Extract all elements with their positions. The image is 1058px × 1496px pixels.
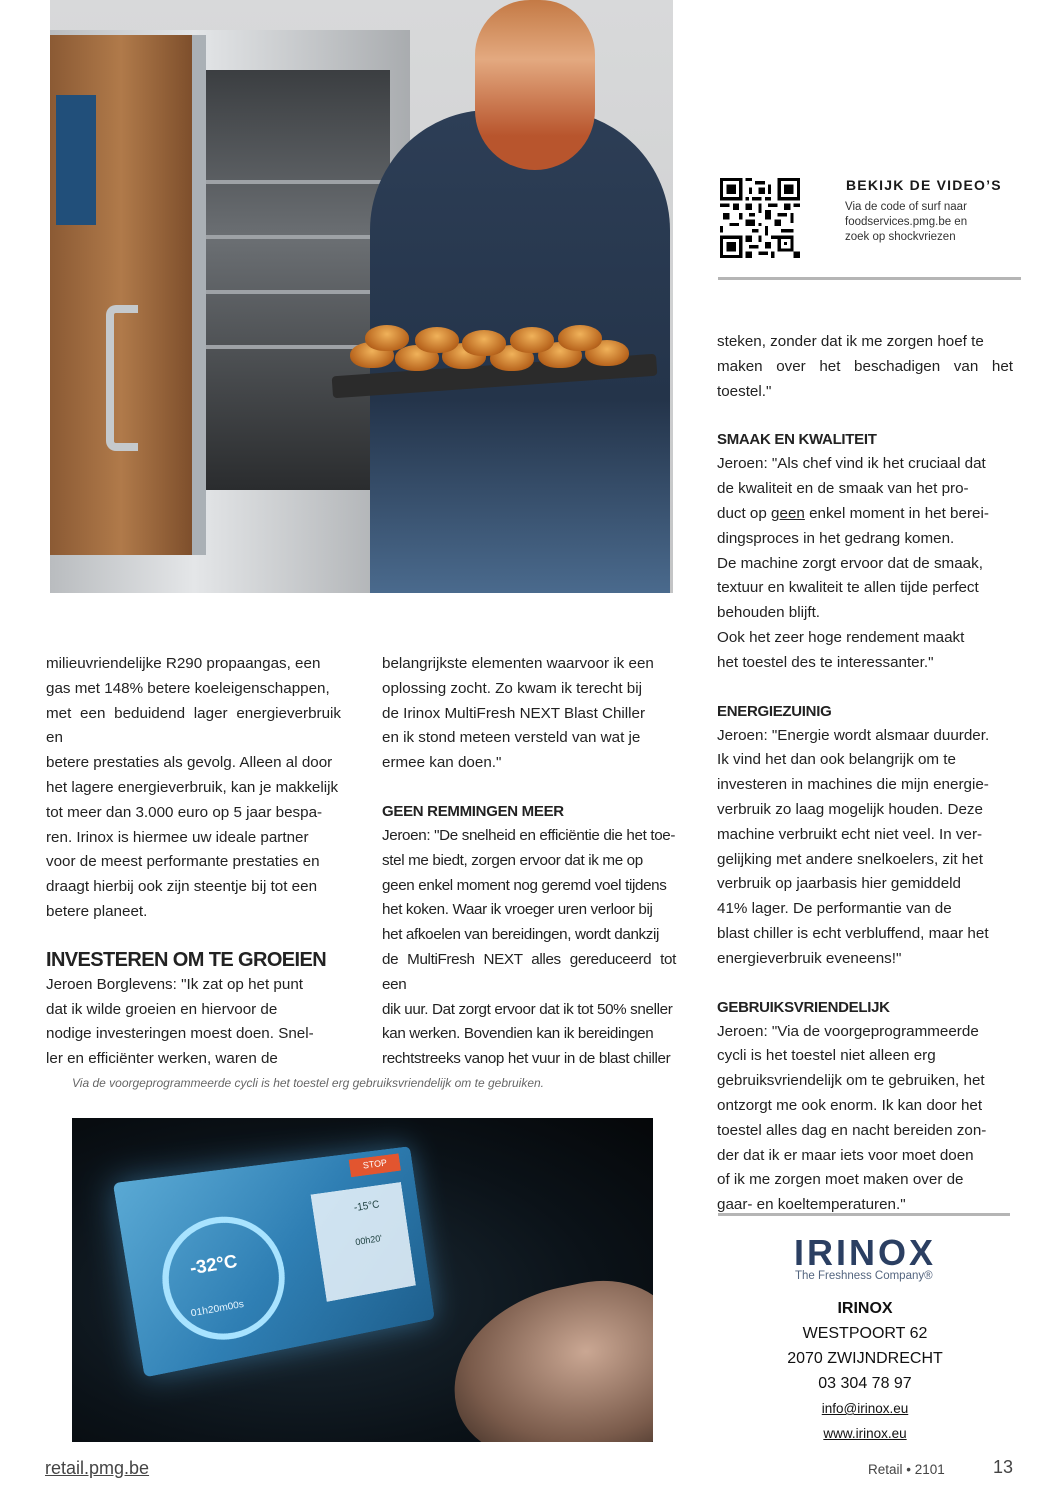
text-line: blast chiller is echt verbluffend, maar het	[717, 924, 989, 942]
oven-rack	[200, 235, 390, 239]
text-line: de MultiFresh NEXT alles gereduceerd tot een	[382, 950, 676, 993]
croissant	[510, 327, 554, 353]
text-line: kan werken. Bovendien kan ik bereidingen	[382, 1025, 654, 1043]
logo-tagline: The Freshness Company®	[795, 1270, 933, 1282]
video-instructions	[845, 200, 1015, 245]
text-line: dik uur. Dat zorgt ervoor dat ik tot 50% sneller	[382, 1000, 673, 1018]
croissant	[415, 327, 459, 353]
screen-panel	[311, 1182, 416, 1302]
text-line: verbruik op jaarbasis hier gemiddeld	[717, 875, 961, 893]
oven-rack	[200, 180, 390, 184]
text-line: de Irinox MultiFresh NEXT Blast Chiller	[382, 704, 646, 722]
photo-caption: Via de voorgeprogrammeerde cycli is het toestel erg gebruiksvriendelijk om te gebruiken.	[72, 1076, 545, 1090]
oven-handle	[106, 305, 138, 451]
video-title: BEKIJK DE VIDEO’S	[846, 177, 1002, 193]
text-line: stel me biedt, zorgen ervoor dat ik me op	[382, 851, 643, 869]
text-line: voor de meest performante prestaties en	[46, 853, 320, 871]
company-name: IRINOX	[837, 1300, 893, 1317]
text-line: De machine zorgt ervoor dat de smaak,	[717, 554, 983, 572]
text-line: ontzorgt me ook enorm. Ik kan door het	[717, 1096, 983, 1114]
site-link[interactable]: retail.pmg.be	[45, 1458, 150, 1478]
section-heading: ENERGIEZUINIG	[717, 702, 832, 720]
text-line: behouden blijft.	[717, 604, 821, 622]
page-number: 13	[993, 1457, 1014, 1477]
section-heading: INVESTEREN OM TE GROEIEN	[46, 948, 327, 971]
divider	[718, 277, 1021, 280]
text-line: 41% lager. De performantie van de	[717, 900, 952, 918]
section-heading: SMAAK EN KWALITEIT	[717, 431, 877, 449]
text-line: betere planeet.	[46, 902, 148, 920]
text-line: machine verbruikt echt niet veel. In ver-	[717, 825, 983, 843]
text-line: de kwaliteit en de smaak van het pro-	[717, 480, 969, 498]
text-line: gaar- en koeltemperaturen."	[717, 1196, 906, 1214]
text-line: maken over het beschadigen van het toestel."	[717, 357, 1013, 400]
website-link[interactable]: www.irinox.eu	[823, 1426, 907, 1441]
company-phone: 03 304 78 97	[818, 1375, 912, 1392]
text-line: het lagere energieverbruik, kan je makkelijk	[46, 778, 339, 796]
text-line: Jeroen: "Via de voorgeprogrammeerde	[717, 1022, 979, 1040]
text-line: het koken. Waar ik vroeger uren verloor bij	[382, 901, 653, 919]
temperature-ring-icon	[153, 1209, 293, 1351]
text-line: der dat ik er maar iets voor moet doen	[717, 1146, 974, 1164]
divider	[718, 1213, 1010, 1216]
text-line: Ook het zeer hoge rendement maakt	[717, 628, 965, 646]
text-line: tot meer dan 3.000 euro op 5 jaar bespa-	[46, 803, 323, 821]
text-line: Jeroen: "De snelheid en efficiëntie die het toe-	[382, 826, 676, 844]
screen-temperature: -32°C	[188, 1250, 239, 1279]
hand	[437, 1266, 653, 1442]
article-column-1	[46, 652, 341, 1072]
chef-head	[475, 0, 595, 170]
text-line: Ik vind het dan ook belangrijk om te	[717, 751, 956, 769]
text-line: gebruiksvriendelijk om te gebruiken, het	[717, 1072, 985, 1090]
text-line: Jeroen: "Als chef vind ik het cruciaal dat	[717, 455, 986, 473]
text-line: nodige investeringen moest doen. Snel-	[46, 1025, 314, 1043]
text-line: het afkoelen van bereidingen, wordt dankzij	[382, 926, 660, 944]
text-line: ler en efficiënter werken, waren de	[46, 1050, 278, 1068]
touchscreen-photo	[72, 1118, 653, 1442]
croissant	[558, 325, 602, 351]
text-line: geen enkel moment nog geremd voel tijdens	[382, 876, 667, 894]
article-column-3	[717, 330, 1013, 1218]
panel-temp: -15°C	[353, 1198, 381, 1215]
croissant	[462, 330, 506, 356]
video-line: Via de code of surf naar	[845, 201, 967, 213]
panel-time: 00h20'	[354, 1233, 383, 1249]
text-line: gelijking met andere snelkoelers, zit het	[717, 850, 983, 868]
text-line: energieverbruik eveneens!"	[717, 949, 902, 967]
screen-remaining: 01h20m00s	[190, 1298, 245, 1320]
text-line: investeren in machines die mijn energie-	[717, 776, 989, 794]
oven-rack	[200, 290, 390, 294]
text-line: duct op geen enkel moment in het berei-	[717, 504, 989, 522]
section-heading: GEBRUIKSVRIENDELIJK	[717, 998, 890, 1016]
text-line: toestel alles dag en nacht bereiden zon-	[717, 1121, 987, 1139]
text-line: oplossing zocht. Zo kwam ik terecht bij	[382, 679, 642, 697]
stop-button: STOP	[349, 1153, 401, 1177]
text-line: of ik me zorgen moet maken over de	[717, 1171, 964, 1189]
video-line: zoek op shockvriezen	[845, 231, 956, 243]
company-street: WESTPOORT 62	[802, 1325, 928, 1342]
text-line: het toestel des te interessanter."	[717, 653, 934, 671]
text-line: textuur en kwaliteit te allen tijde perfect	[717, 579, 979, 597]
text-line: rechtstreeks vanop het vuur in de blast chiller	[382, 1050, 671, 1068]
control-screen	[113, 1146, 435, 1377]
text-line: en ik stond meteen versteld van wat je	[382, 729, 641, 747]
hero-photo	[50, 0, 673, 593]
section-heading: GEEN REMMINGEN MEER	[382, 802, 564, 820]
text-line: Jeroen: "Energie wordt alsmaar duurder.	[717, 726, 990, 744]
text-line: milieuvriendelijke R290 propaangas, een	[46, 655, 321, 672]
qr-code-icon[interactable]	[720, 178, 800, 258]
text-line: gas met 148% betere koeleigenschappen,	[46, 679, 330, 697]
text-line: betere prestaties als gevolg. Alleen al door	[46, 754, 333, 772]
croissant	[365, 325, 409, 351]
irinox-logo: IRINOX	[794, 1232, 937, 1273]
issue-label: Retail • 2101	[868, 1462, 945, 1477]
text-line: Jeroen Borglevens: "Ik zat op het punt	[46, 975, 303, 993]
text-line: verbruik zo laag mogelijk houden. Deze	[717, 800, 983, 818]
article-column-2	[382, 652, 676, 1072]
oven-door-panel	[56, 95, 96, 225]
email-link[interactable]: info@irinox.eu	[821, 1401, 909, 1416]
text-line: dat ik wilde groeien en hiervoor de	[46, 1000, 278, 1018]
text-line: draagt hierbij ook zijn steentje bij tot een	[46, 878, 318, 896]
text-line: ren. Irinox is hiermee uw ideale partner	[46, 828, 309, 846]
text-line: steken, zonder dat ik me zorgen hoef te	[717, 333, 984, 350]
text-line: met een beduidend lager energieverbruik en	[46, 704, 341, 747]
text-line: belangrijkste elementen waarvoor ik een	[382, 655, 654, 672]
video-line: foodservices.pmg.be en	[845, 216, 968, 228]
text-line: cycli is het toestel niet alleen erg	[717, 1047, 936, 1065]
text-line: dingsproces in het gedrang komen.	[717, 529, 955, 547]
company-city: 2070 ZWIJNDRECHT	[787, 1350, 943, 1367]
oven-door	[50, 35, 206, 555]
text-line: ermee kan doen."	[382, 754, 502, 772]
oven-interior	[200, 70, 390, 490]
